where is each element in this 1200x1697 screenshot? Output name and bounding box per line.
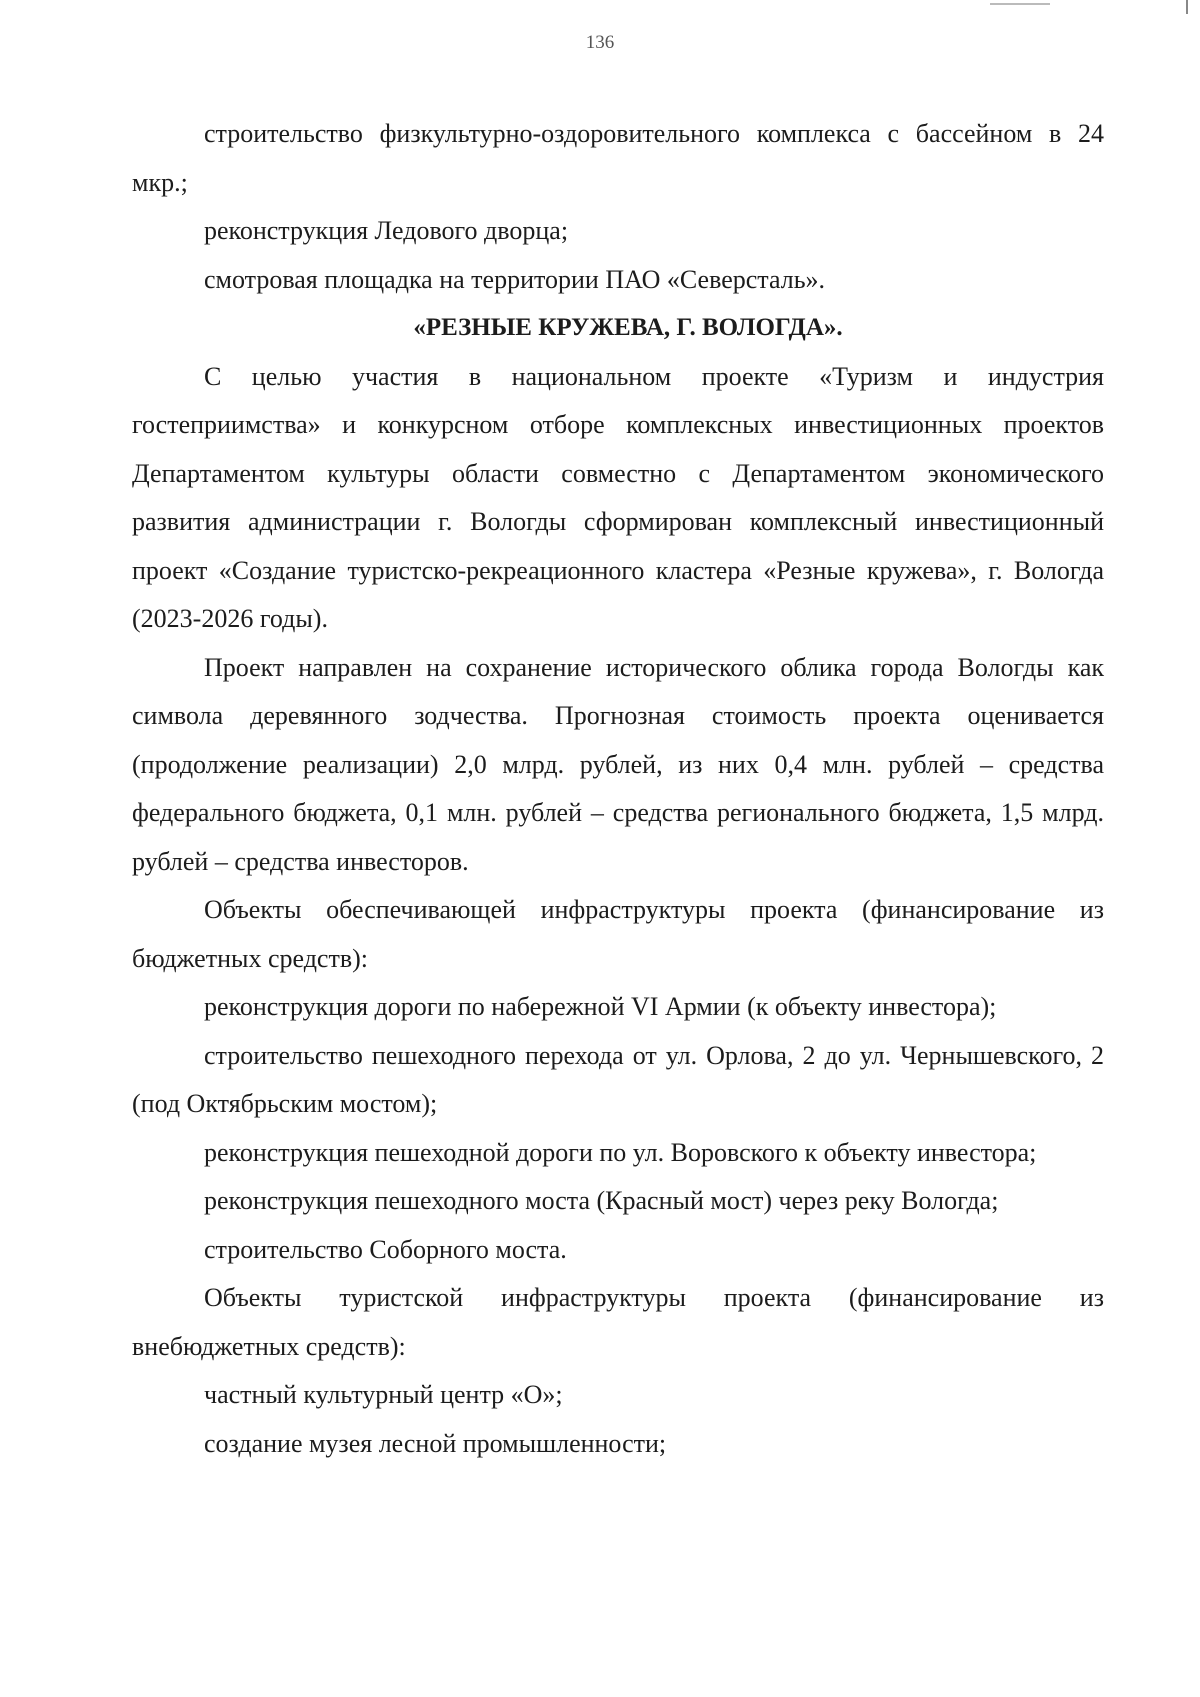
list-item: реконструкция пешеходного моста (Красный мост) через реку Вологда; — [204, 1186, 999, 1215]
list-item: строительство Соборного моста. — [204, 1234, 567, 1264]
scan-edge-mark — [1186, 0, 1188, 14]
paragraph: С целью участия в национальном проекте «Туризм и индустрия гостеприимства» и конкурсном отборе комплексных инвестиционных проектов Департаментом культуры области совместно с Департаментом экономического развития администрации г. Вологды сформирован комплексный инвестиционный проект «Создание туристско-рекреационного кластера «Резные кружева», г. Вологда (2023-2026 годы). — [132, 361, 1104, 633]
list-item: реконструкция пешеходной дороги по ул. Воровского к объекту инвестора; — [204, 1137, 1037, 1167]
section-title: «РЕЗНЫЕ КРУЖЕВА, Г. ВОЛОГДА». — [413, 314, 843, 341]
document-body — [132, 110, 1104, 1468]
scan-edge-mark — [990, 3, 1050, 5]
paragraph: реконструкция Ледового дворца; — [204, 216, 569, 245]
paragraph: смотровая площадка на территории ПАО «Северсталь». — [204, 264, 826, 294]
page-number: 136 — [585, 32, 615, 53]
list-item: создание музея лесной промышленности; — [204, 1428, 667, 1458]
paragraph: строительство физкультурно-оздоровительного комплекса с бассейном в 24 мкр.; — [132, 119, 1104, 197]
list-item: частный культурный центр «О»; — [204, 1380, 563, 1409]
list-item: строительство пешеходного перехода от ул. Орлова, 2 до ул. Чернышевского, 2 (под Октябрьским мостом); — [132, 1040, 1104, 1118]
list-item: реконструкция дороги по набережной VI Армии (к объекту инвестора); — [204, 992, 997, 1021]
paragraph: Объекты туристской инфраструктуры проекта (финансирование из внебюджетных средств): — [132, 1283, 1104, 1361]
paragraph: Объекты обеспечивающей инфраструктуры проекта (финансирование из бюджетных средств): — [132, 895, 1104, 973]
paragraph: Проект направлен на сохранение исторического облика города Вологды как символа деревянного зодчества. Прогнозная стоимость проекта оценивается (продолжение реализации) 2,0 млрд. рублей, из них 0,4 млн. рублей – средства федерального бюджета, 0,1 млн. рублей – средства регионального бюджета, 1,5 млрд. рублей – средства инвесторов. — [132, 652, 1104, 876]
